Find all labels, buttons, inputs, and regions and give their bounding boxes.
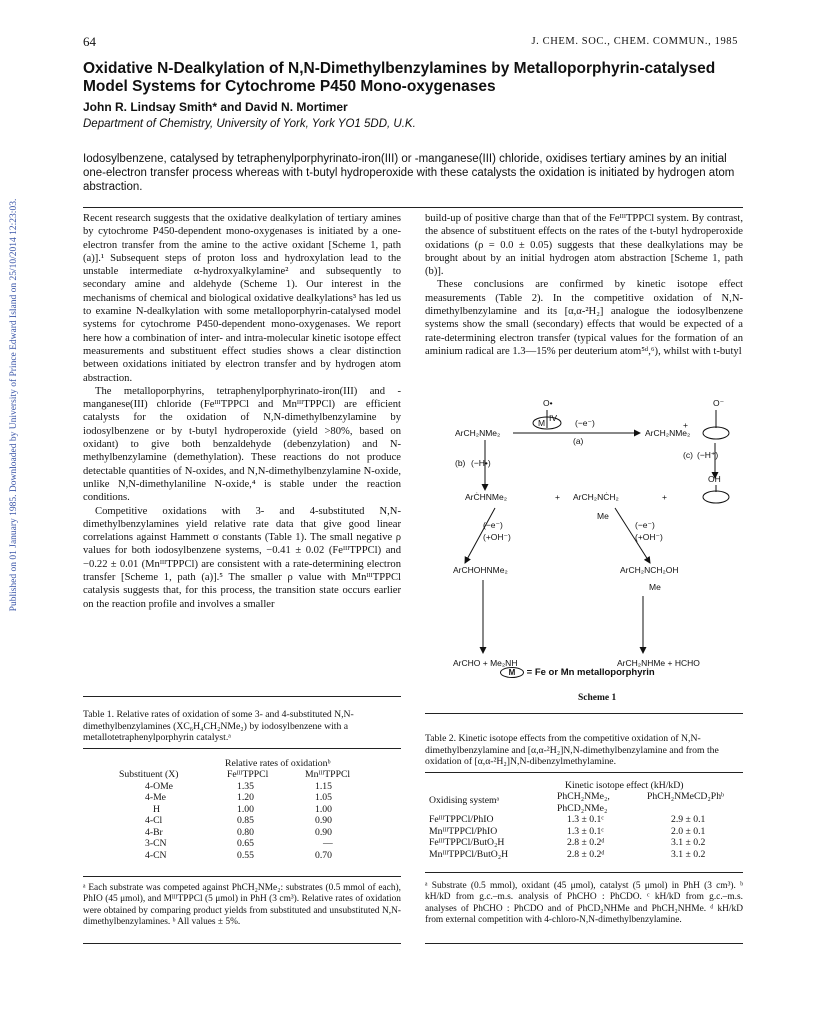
oxo-radical-label: O• (543, 398, 553, 408)
cell: 1.3 ± 0.1ᶜ (567, 825, 604, 837)
table2-end-rule (425, 943, 743, 944)
minus-h-b: (−H•) (471, 458, 491, 468)
cell: 0.55 (237, 849, 254, 861)
table2-grid (425, 791, 741, 860)
table2-top-rule (425, 713, 743, 714)
cell: H (153, 803, 160, 815)
cell: 4-OMe (145, 780, 173, 792)
methyl-radical: ArCH₂NĊH₂ (573, 492, 619, 502)
cell: 2.8 ± 0.2ᵈ (567, 837, 605, 848)
abstract: Iodosylbenzene, catalysed by tetraphenylporphyrinato-iron(III) or -manganese(III) chloride, oxidises tertiary amines by an initial one-electron transfer process whereas with t-butyl hydroperoxide with these catalysts the oxidation is initiated by hydrogen atom abstraction. (83, 153, 735, 193)
cell: 0.80 (237, 826, 254, 838)
cell: 1.3 ± 0.1ᶜ (567, 814, 604, 825)
scheme-title: Scheme 1 (578, 693, 617, 703)
plus-sign: + (662, 492, 667, 502)
cell: 0.90 (315, 815, 332, 826)
table1-grid (115, 769, 379, 861)
minus-h-c: (−H⁺) (697, 450, 719, 460)
minus-e-left: (−e⁻) (483, 520, 503, 530)
paragraph: The metalloporphyrins, tetraphenylporphyrinato-iron(III) and -manganese(III) chloride (FeᴵᴵᴵTPPCl and MnᴵᴵᴵTPPCl) are efficient catalysts for the oxidation of N,N-dimethylbenzylamine by iodosylbenzene or by t-butyl hydroperoxide (yield >80%, based on oxidant) to give both benzaldehyde (debenzylation) and N-methylbenzylamine (demethylation). These reactions do not produce detectable quantities of N-oxides, and N,N-dimethylbenzylamine N-oxide, unlike N,N-dimethylaniline N-oxide,⁴ is stable under the reaction conditions. (83, 385, 401, 504)
minus-e-a: (−e⁻) (575, 418, 595, 428)
right-column (425, 212, 743, 358)
product-debenzylation: ArCHO + Me₂NH (453, 658, 518, 668)
column-header: PhCH₂NMeCD₂Phᵇ (647, 791, 725, 802)
table2-rule (425, 772, 743, 773)
radical-cation: ArCH₂NMe₂ (645, 428, 691, 438)
table-row (425, 814, 741, 826)
cell: 1.35 (237, 780, 254, 792)
oxidation-state: IV (549, 413, 558, 423)
cell: 2.8 ± 0.2ᵈ (567, 848, 605, 860)
table2-caption: Table 2. Kinetic isotope effects from the competitive oxidation of N,N-dimethylbenzylamine and [α,α-²H₂]N,N-dimethylbenzylamine and from the oxidation of [α,α-²H₂]N,N-dibenzylmethylamine. (425, 733, 719, 767)
table-row (425, 849, 741, 861)
cell: MnᴵᴵᴵTPPCl/ButO₂H (429, 848, 509, 860)
table2 (425, 780, 743, 860)
cell: 1.15 (315, 780, 332, 792)
article-title: Oxidative N-Dealkylation of N,N-Dimethylbenzylamines by Metalloporphyrin-catalysed Model Systems for Cytochrome P450 Mono-oxygenases (83, 60, 716, 95)
cell: 1.05 (315, 792, 332, 803)
table1-caption: Table 1. Relative rates of oxidation of some 3- and 4-substituted N,N-dimethylbenzylamines (XC₆H₄CH₂NMe₂) by iodosylbenzene with a metallotetraphenylporphyrin catalyst.ᵃ (83, 709, 354, 743)
download-sidebar (4, 150, 18, 670)
table1-group-header: Relative rates of oxidationᵇ (225, 758, 331, 769)
table-row (115, 827, 379, 839)
cell: 0.70 (315, 849, 332, 861)
paragraph: Competitive oxidations with 3- and 4-substituted N,N-dimethylbenzylamines yield relative rate data that give good linear correlations against Hammett σ constants (Table 1). The small negative ρ values for both iodosylbenzene systems, −0.41 ± 0.02 (FeᴵᴵᴵTPPCl) and −0.22 ± 0.01 (MnᴵᴵᴵTPPCl) are consistent with a rate-determining electron transfer [Scheme 1, path (a)].⁵ The smaller ρ value with MnᴵᴵᴵTPPCl catalysis suggests that, for this process, the transition state occurs earlier on the reaction profile and involves a smaller (83, 505, 401, 610)
cell: 4-Br (145, 826, 163, 838)
abstract-rule (83, 207, 743, 208)
table-row (425, 837, 741, 849)
plus-sign: + (555, 492, 560, 502)
table-row (115, 838, 379, 850)
table1-top-rule (83, 696, 401, 697)
cell: 3.1 ± 0.2 (671, 837, 706, 848)
table1-rule (83, 748, 401, 749)
plus-oh-left: (+OH⁻) (483, 532, 511, 542)
table-row (115, 792, 379, 804)
cell: 2.9 ± 0.1 (671, 814, 706, 825)
cell: — (323, 838, 333, 849)
cell: 0.90 (315, 826, 332, 838)
column-header: FeᴵᴵᴵTPPCl (227, 769, 269, 780)
path-c-label: (c) (683, 450, 693, 460)
hydroxo-label: OH (708, 474, 721, 484)
table1-bottom-rule (83, 876, 401, 877)
left-column (83, 212, 401, 611)
table2-bottom-rule (425, 872, 743, 873)
cell: 3-CN (145, 838, 167, 849)
table-row (115, 850, 379, 862)
oxo-anion-label: O⁻ (713, 398, 725, 408)
cell: 1.00 (237, 803, 254, 815)
download-notice: Published on 01 January 1985. Downloaded by University of Prince Edward Island on 25/10/2014 12:23:03. (9, 198, 19, 612)
table-header-row (115, 769, 379, 781)
table-row (115, 781, 379, 793)
table2-group-header: Kinetic isotope effect (kH/kD) (565, 780, 684, 791)
table2-footnote: ᵃ Substrate (0.5 mmol), oxidant (45 μmol), catalyst (5 μmol) in PhH (3 cm³). ᵇ kH/kD from g.c.–m.s. analysis of PhCHO : PhCDO. ᶜ kH/kD from g.c.–m.s. analyses of PhCHO : PhCDO and of PhCD₂NHMe and PhCH₂NHMe. ᵈ kH/kD from external competition with 4-chloro-N,N-dimethylbenzylamine. (425, 881, 743, 925)
path-a-label: (a) (573, 436, 584, 446)
column-header: Substituent (X) (119, 769, 179, 780)
page-number: 64 (83, 34, 96, 49)
metalloporphyrin-icon (703, 427, 729, 439)
cell: 3.1 ± 0.2 (671, 848, 706, 860)
column-header: MnᴵᴵᴵTPPCl (305, 769, 351, 780)
cell: 4-Cl (145, 815, 163, 826)
authors: John R. Lindsay Smith* and David N. Mortimer (83, 100, 348, 114)
substrate: ArCH₂NMe₂ (455, 428, 501, 438)
alpha-radical: ArĊHNMe₂ (465, 492, 508, 502)
table-row (115, 804, 379, 816)
plus-sign: + (683, 420, 688, 430)
cell: 0.85 (237, 815, 254, 826)
cell: FeᴵᴵᴵTPPCl/PhIO (429, 814, 494, 825)
metal-label: M (538, 418, 546, 428)
table1-end-rule (83, 943, 401, 944)
product-demethylation: ArCH₂NHMe + HCHO (617, 658, 700, 668)
paragraph: build-up of positive charge than that of the FeᴵᴵᴵTPPCl system. By contrast, the absence of substituent effects on the rates of the t-butyl hydroperoxide oxidations (ρ = 0.0 ± 0.05) suggests that these dealkylations may be brought about by an initial hydrogen atom abstraction [Scheme 1, path (b)]. (425, 213, 743, 278)
cell: 0.65 (237, 838, 254, 849)
path-b-label: (b) (455, 458, 466, 468)
column-header: PhCH₂NMe₂, PhCD₂NMe₂ (557, 791, 610, 814)
table1-footnote: ᵃ Each substrate was competed against PhCH₂NMe₂: substrates (0.5 mmol of each), PhIO (45 μmol), and MᴵᴵᴵTPPCl (5 μmol) in PhH (3 cm³). Relative rates of oxidation were obtained by comparing product yields from substituted and unsubstituted N,N-dimethylbenzylamines. ᵇ All values ± 5%. (83, 883, 401, 927)
table-row (425, 826, 741, 838)
department: Department of Chemistry, University of York, York YO1 5DD, U.K. (83, 118, 416, 130)
scheme-diagram (425, 398, 755, 688)
scheme-1 (425, 398, 755, 688)
cell: 2.0 ± 0.1 (671, 825, 706, 837)
cell: 1.20 (237, 792, 254, 803)
paragraph: These conclusions are confirmed by kinetic isotope effect measurements (Table 2). In the competitive oxidation of N,N-dimethylbenzylamine and its [α,α-²H₂] analogue the iodosylbenzene systems show the small (secondary) effects that would be expected of a rate-determining electron transfer (typical values for the formation of an aminium radical are 1.3—15% per deuterium atom⁵ᵈ,⁶), whilst with t-butyl (425, 279, 743, 357)
methyl-label: Me (597, 511, 609, 521)
cell: FeᴵᴵᴵTPPCl/ButO₂H (429, 837, 505, 848)
cell: 4-CN (145, 849, 167, 861)
cell: 4-Me (145, 792, 166, 803)
table-header-row (425, 791, 741, 814)
table-row (115, 815, 379, 827)
metalloporphyrin-icon: M (500, 667, 524, 678)
column-header: Oxidising systemᵃ (429, 795, 500, 806)
minus-e-right: (−e⁻) (635, 520, 655, 530)
plus-oh-right: (+OH⁻) (635, 532, 663, 542)
methyl-label: Me (649, 582, 661, 592)
cell: MnᴵᴵᴵTPPCl/PhIO (429, 825, 498, 837)
cell: 1.00 (315, 803, 332, 815)
scheme-legend (500, 667, 655, 678)
table1 (115, 758, 385, 861)
carbinolamine-right: ArCH₂NCH₂OH (620, 565, 679, 575)
paragraph: Recent research suggests that the oxidative dealkylation of tertiary amines by cytochrome P450-dependent mono-oxygenases is initiated by a one-electron transfer from the amine to the active oxidant [Scheme 1, path (a)].¹ Subsequent steps of proton loss and hydroxylation lead to the unstable intermediate α-hydroxyalkylamine² and subsequently to secondary amine and aldehyde (Scheme 1). Our interest in the mechanisms of chemical and biological oxidative dealkylations³ has led us to examine N-dealkylation with some metalloporphyrin-catalysed model systems for cytochrome P450-dependent mono-oxygenases. We report here how a combination of inter- and intra-molecular kinetic isotope effect measurements and substituent effect studies shows a clear distinction between oxidations initiated by electron transfer and by hydrogen atom abstraction. (83, 213, 401, 384)
journal-header: J. CHEM. SOC., CHEM. COMMUN., 1985 (531, 36, 738, 47)
metalloporphyrin-icon (703, 491, 729, 503)
legend-text: = Fe or Mn metalloporphyrin (526, 667, 655, 678)
carbinolamine-left: ArCHOHNMe₂ (453, 565, 508, 575)
